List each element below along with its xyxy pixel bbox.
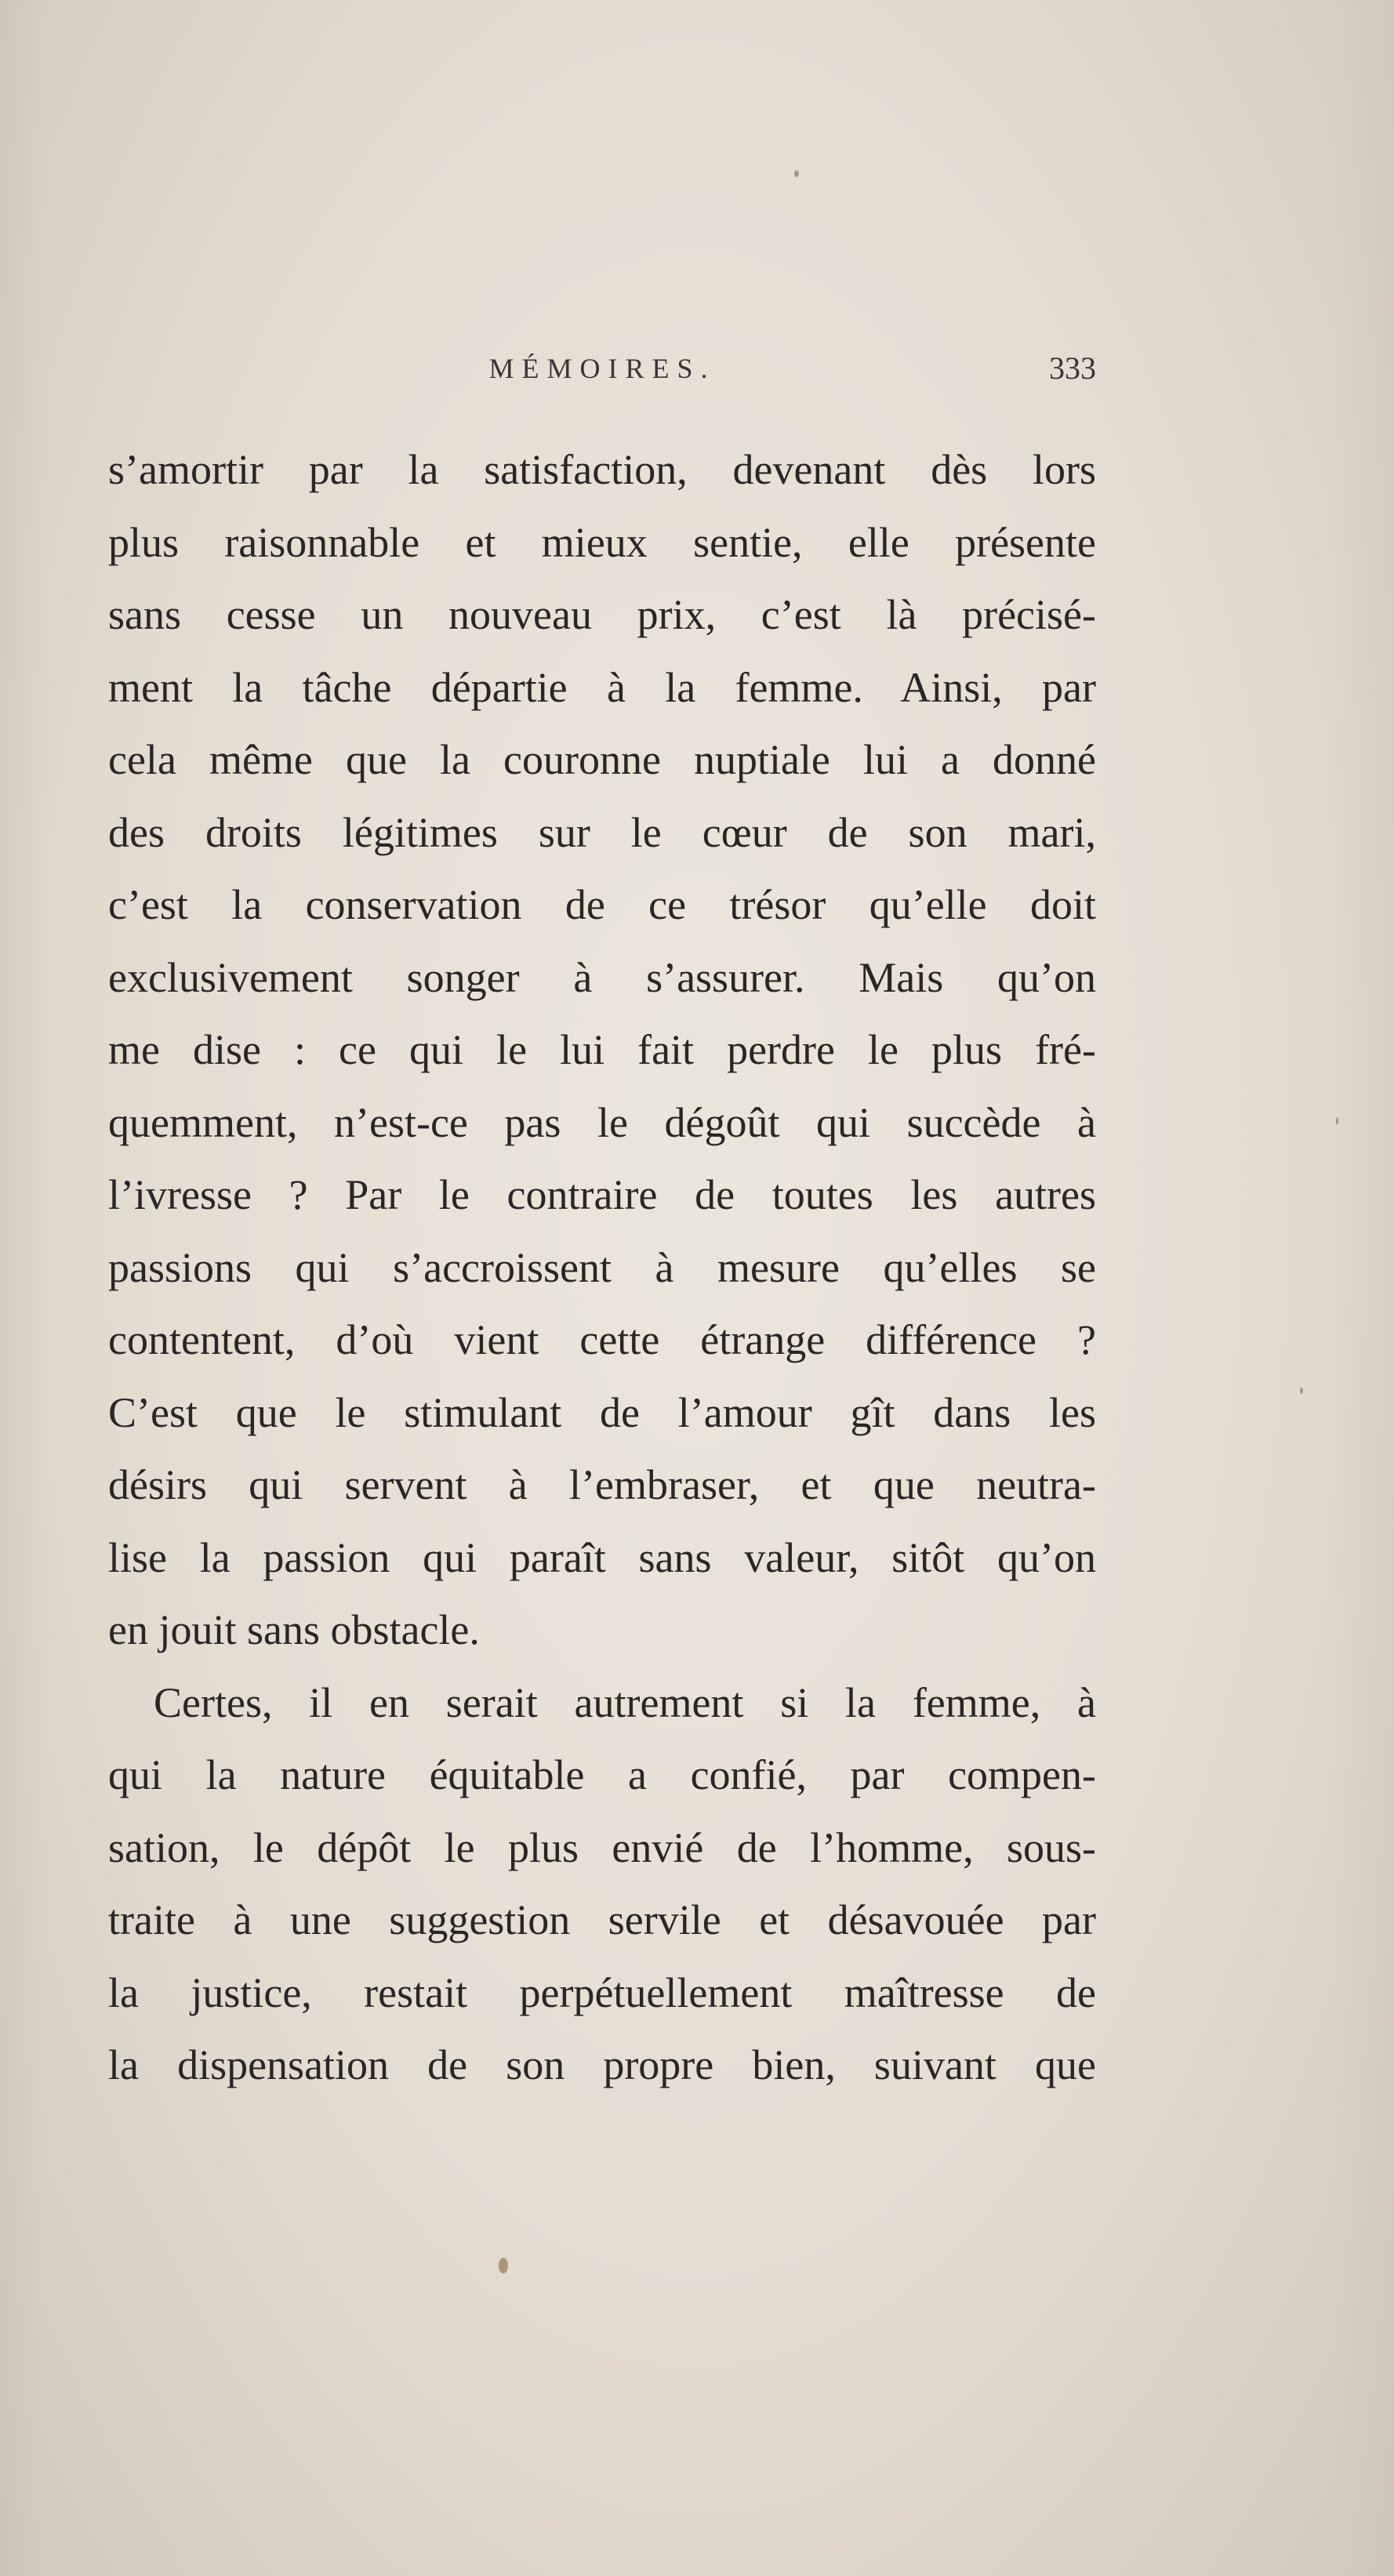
paper-speck [794,170,799,177]
paper-speck [1300,1388,1303,1394]
page-header [108,345,1096,392]
text-line: contentent, d’où vient cette étrange différence ? [108,1316,1096,1363]
text-line: l’ivresse ? Par le contraire de toutes les autres [108,1171,1096,1218]
text-line: exclusivement songer à s’assurer. Mais qu’on [108,953,1096,1001]
paragraph-2 [108,1667,1096,2102]
text-line: cela même que la couronne nuptiale lui a donné [108,736,1096,783]
text-line: s’amortir par la satisfaction, devenant dès lors [108,446,1096,493]
text-line: sation, le dépôt le plus envié de l’homme, sous- [108,1823,1096,1871]
text-line: des droits légitimes sur le cœur de son mari, [108,808,1096,856]
text-line: qui la nature équitable a confié, par compen- [108,1751,1096,1798]
text-line: C’est que le stimulant de l’amour gît dans les [108,1388,1096,1436]
text-line: lise la passion qui paraît sans valeur, sitôt qu’on [108,1533,1096,1581]
paper-speck [499,2258,508,2273]
text-line: traite à une suggestion servile et désavouée par [108,1896,1096,1943]
text-line: passions qui s’accroissent à mesure qu’elles se [108,1243,1096,1291]
text-line: la justice, restait perpétuellement maîtresse de [108,1968,1096,2016]
text-line: désirs qui servent à l’embraser, et que neutra- [108,1461,1096,1508]
text-line: c’est la conservation de ce trésor qu’elle doit [108,881,1096,928]
paper-speck [1336,1117,1338,1125]
text-line: ment la tâche départie à la femme. Ainsi, par [108,663,1096,711]
text-line: sans cesse un nouveau prix, c’est là précisé- [108,591,1096,638]
body-text [108,434,1096,2102]
text-line: en jouit sans obstacle. [108,1606,480,1653]
text-line: plus raisonnable et mieux sentie, elle présente [108,518,1096,566]
text-line: Certes, il en serait autrement si la femme, à [154,1678,1096,1726]
text-line: la dispensation de son propre bien, suivant que [108,2041,1096,2088]
paragraph-1 [108,434,1096,1667]
running-title: MÉMOIRES. [488,353,716,384]
text-line: me dise : ce qui le lui fait perdre le plus fré- [108,1026,1096,1073]
page-number: 333 [1049,350,1096,386]
text-line: quemment, n’est-ce pas le dégoût qui succède à [108,1098,1096,1146]
